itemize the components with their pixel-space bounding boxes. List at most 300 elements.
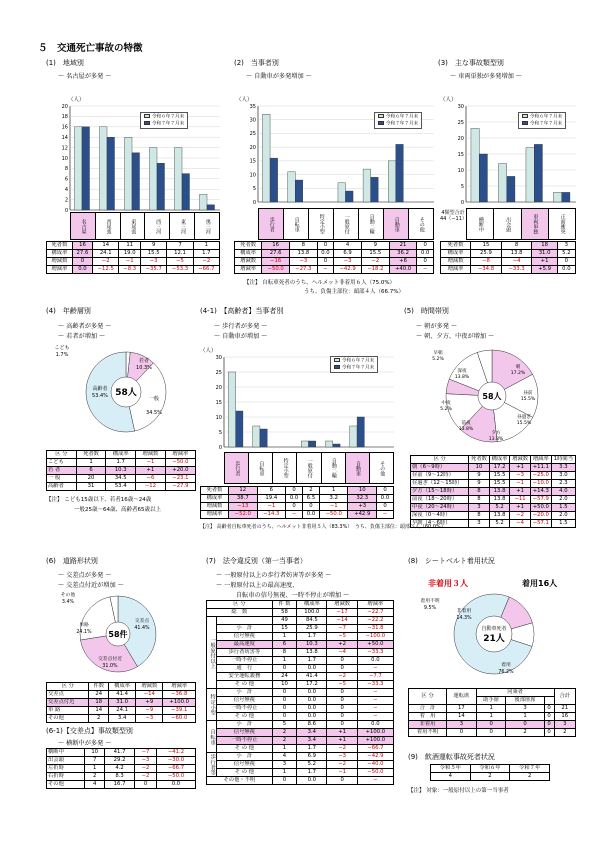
table-cell: +20.0 <box>165 467 195 475</box>
row-header: 昼過ぎ（12〜15時） <box>411 480 469 488</box>
s5-pct-5: 5.2% <box>440 407 452 412</box>
table-row <box>235 250 434 258</box>
row-header: 横断中 <box>47 749 85 757</box>
table-cell: 15 <box>471 242 502 250</box>
s5-label-2: 昼過ぎ <box>517 415 531 420</box>
table-cell: 0 <box>272 777 296 785</box>
row-header: 増減率 <box>441 266 471 274</box>
table-cell: 41.4 <box>297 673 327 681</box>
s5-label-4: 前夜 <box>461 421 471 426</box>
table-cell: 17.2 <box>489 464 510 472</box>
table-cell: 6.9 <box>297 753 327 761</box>
table-cell: 13.8 <box>489 512 510 520</box>
table-cell: 0 <box>417 258 434 266</box>
bar-cur-2 <box>526 148 534 202</box>
category-label-6: その他 <box>408 208 434 240</box>
table-row <box>207 697 394 705</box>
table-cell: +1 <box>136 467 166 475</box>
table-cell: 38.7 <box>229 495 258 503</box>
s1-label: (1) 地域別 <box>46 59 84 67</box>
table-cell: −22.7 <box>357 609 393 617</box>
bar-prev-0 <box>479 154 487 202</box>
column-header: 死者数 <box>76 451 106 459</box>
column-header: 区 分 <box>409 689 447 705</box>
y-tick-label: 25 <box>249 131 256 138</box>
s5-sub2: ～ 朝、夕方、中夜が増加 ～ <box>416 333 495 340</box>
table-cell: 4 <box>85 781 105 789</box>
s6-sub1: ～ 交差点が多発 ～ <box>58 572 112 579</box>
table-cell: +1 <box>510 464 531 472</box>
table-cell: 49 <box>272 617 296 625</box>
table-cell: −66.7 <box>357 745 393 753</box>
s9-label: (9) 飲酒運転事故死者状況 <box>408 753 495 761</box>
row-header: 一時不停止 <box>217 705 273 713</box>
legend-prev: 令和７年７月末 <box>342 365 375 371</box>
table-cell: 0.0 <box>156 781 195 789</box>
table-cell: −7 <box>135 749 157 757</box>
s2-unit: （人） <box>236 97 253 103</box>
bar-cur-0 <box>228 372 235 447</box>
table-cell: 6 <box>272 641 296 649</box>
table-header-row <box>409 689 576 697</box>
row-header: 増減数 <box>441 258 471 266</box>
table-cell: 21 <box>554 705 575 713</box>
s4-label-ippan: 一般 <box>148 396 160 402</box>
s6-pct-c: 24.1% <box>76 630 92 635</box>
table-row <box>47 475 196 483</box>
category-label-0: 名古屋 <box>70 212 95 240</box>
category-label-3: 一般原付 <box>333 208 358 240</box>
page-title: ５ 交通死亡事故の特徴 <box>38 43 143 54</box>
bar-prev-1 <box>295 180 303 202</box>
table-cell: 13.8 <box>489 496 510 504</box>
table-cell: 1.7 <box>297 633 327 641</box>
table-row <box>47 250 220 258</box>
table-cell: 0 <box>476 721 506 729</box>
table-cell: −57.1 <box>530 520 551 528</box>
bar-prev-0 <box>82 127 90 210</box>
table-cell: −1 <box>319 503 348 511</box>
table-cell: 0 <box>544 713 554 721</box>
category-label-0: 歩行者 <box>224 452 248 484</box>
row-header: 左折時 <box>47 765 85 773</box>
table-cell: 9 <box>469 472 490 480</box>
s1-categories <box>70 212 220 240</box>
s3-label: (3) 主な事故類型別 <box>438 59 504 67</box>
s5-pct-7: 5.2% <box>432 357 444 362</box>
s5-label-5: 中夜 <box>441 401 451 406</box>
table-cell: +2 <box>327 641 357 649</box>
table-cell: 0 <box>135 781 157 789</box>
table-cell: −23.1 <box>165 475 195 483</box>
row-header: 一時不停止 <box>217 657 273 665</box>
s5-sub1: ～ 朝が多発 ～ <box>416 323 458 330</box>
category-label-3: 一般原付 <box>296 452 320 484</box>
s4-note2: 一般25歳～64歳、高齢者65歳以上 <box>74 507 161 513</box>
table-cell: 0 <box>544 721 554 729</box>
row-header: 構成率 <box>235 250 262 258</box>
table-row <box>47 258 220 266</box>
table-cell: +1 <box>327 729 357 737</box>
s5-table <box>410 455 576 528</box>
column-header: 増減数 <box>327 601 357 609</box>
table-cell: 0 <box>476 729 506 737</box>
table-cell: 0 <box>327 705 357 713</box>
row-header: 信号無視 <box>217 697 273 705</box>
table-cell: 27.6 <box>262 250 290 258</box>
s5-pct-4: 13.8% <box>458 427 474 432</box>
s41-legend <box>330 356 378 373</box>
table-cell: −3 <box>327 753 357 761</box>
bar-cur-0 <box>263 114 271 202</box>
s5-label-0: 朝 <box>515 365 521 370</box>
legend-swatch-cur <box>144 114 150 118</box>
table-cell: −6 <box>136 475 166 483</box>
table-row <box>409 729 576 737</box>
table-cell: −1 <box>119 258 141 266</box>
table-cell: 0.0 <box>357 721 393 729</box>
row-header: 出会頭 <box>47 757 85 765</box>
table-cell: 8 <box>290 242 318 250</box>
table-cell: −3 <box>135 757 157 765</box>
s8-pie-chart <box>408 588 576 680</box>
legend-swatch-prev <box>522 121 528 125</box>
row-header <box>217 617 273 625</box>
legend-cur: 令和６年７月末 <box>342 358 375 364</box>
table-cell: −4 <box>327 649 357 657</box>
table-cell: −39.1 <box>163 707 196 715</box>
table-cell: 10 <box>469 464 490 472</box>
legend-swatch-prev <box>334 365 340 369</box>
table-cell: 3.4 <box>297 737 327 745</box>
table-cell: − <box>357 689 393 697</box>
category-label-2: 特定小型 <box>272 452 296 484</box>
s6-pie-chart <box>46 588 196 678</box>
s5-pct-1: 15.5% <box>520 397 536 402</box>
s5-pie-center-label: 58人 <box>482 392 502 401</box>
table-row <box>47 467 196 475</box>
row-header: 死者数 <box>47 242 73 250</box>
table-cell: −42.9 <box>357 753 393 761</box>
table-cell: 0 <box>447 729 477 737</box>
row-header: 早朝（4〜6時） <box>411 520 469 528</box>
column-header: 合計 <box>554 689 575 705</box>
table-cell: 10 <box>272 681 296 689</box>
y-tick-label: 5 <box>218 429 222 436</box>
table-cell: 13.8 <box>297 649 327 657</box>
table-cell: 1 <box>319 487 348 495</box>
row-header: 右折時 <box>47 773 85 781</box>
s1-bar-chart <box>46 100 220 225</box>
category-label-1: 自転車 <box>283 208 308 240</box>
s7-sub3: 自転車の信号無視、一時不停止が増加 ～ <box>236 592 350 599</box>
table-cell: 0.0 <box>297 697 327 705</box>
table-row <box>411 480 576 488</box>
table-row <box>47 781 196 789</box>
table-row <box>207 761 394 769</box>
table-cell: 0.0 <box>417 250 434 258</box>
table-cell: 3.4 <box>109 715 136 723</box>
column-header: 件 数 <box>272 601 296 609</box>
s2-label: (2) 当事者別 <box>234 59 279 67</box>
bar-cur-4 <box>175 148 183 210</box>
table-cell: 1 <box>76 459 106 467</box>
table-cell: −2 <box>327 673 357 681</box>
s3-legend <box>518 112 566 129</box>
table-cell: −53.3 <box>167 266 193 274</box>
table-cell: 5.2 <box>489 504 510 512</box>
s4-label-wakamono: 若者 <box>138 358 150 364</box>
table-header-row <box>47 451 196 459</box>
y-tick-label: 5 <box>460 183 464 190</box>
table-cell: −14.3 <box>257 511 286 519</box>
row-header: 小 計 <box>217 721 273 729</box>
table-cell: 0 <box>272 689 296 697</box>
table-cell: 0.0 <box>297 665 327 673</box>
table-cell: 0.0 <box>297 689 327 697</box>
table-cell: 1.5 <box>551 520 575 528</box>
table-row <box>201 495 394 503</box>
bar-cur-0 <box>471 128 479 202</box>
table-cell: −31.8 <box>357 625 393 633</box>
column-header: 増減数 <box>510 456 531 464</box>
s41-sub2: ～ 自動車が増加 ～ <box>214 333 268 340</box>
table-cell: 8 <box>501 242 532 250</box>
table-cell: 0 <box>327 657 357 665</box>
bar-prev-5 <box>357 417 364 447</box>
table-cell: −7.7 <box>357 673 393 681</box>
table-cell: 1 <box>476 705 506 713</box>
table-cell: 19.4 <box>257 495 286 503</box>
column-header: 区 分 <box>207 601 273 609</box>
row-header: 昼前（9〜12時） <box>411 472 469 480</box>
table-row <box>207 665 394 673</box>
y-tick-label: 30 <box>215 354 222 361</box>
table-row <box>207 681 394 689</box>
table-cell: 36.2 <box>389 250 417 258</box>
category-label-5: 奥三河 <box>194 212 220 240</box>
s3-corner <box>440 211 466 222</box>
s8-table <box>408 688 576 737</box>
s6-pct-d: 3.4% <box>61 600 75 605</box>
bar-cur-5 <box>200 194 208 210</box>
column-header: 増減率 <box>163 683 196 691</box>
row-header: そ の 他 <box>217 745 273 753</box>
column-header: 増減数 <box>136 451 166 459</box>
category-label-5: 自動車 <box>383 208 408 240</box>
table-row <box>47 707 196 715</box>
table-cell: 27.6 <box>72 250 92 258</box>
table-cell: −4 <box>510 520 531 528</box>
table-cell: −22.2 <box>357 617 393 625</box>
table-row <box>409 713 576 721</box>
table-cell: 0.0 <box>72 266 92 274</box>
table-row <box>207 689 394 697</box>
s61-sub: ～ 横断中が多発 ～ <box>58 740 112 747</box>
table-cell: −2 <box>510 512 531 520</box>
table-cell: −4 <box>501 258 532 266</box>
table-cell: 2 <box>470 773 510 781</box>
table-row <box>207 729 394 737</box>
table-cell: −2 <box>93 258 119 266</box>
table-row <box>411 472 576 480</box>
table-cell: −50.0 <box>319 511 348 519</box>
table-cell: −1 <box>257 503 286 511</box>
table-cell: 1 <box>272 633 296 641</box>
bar-prev-1 <box>507 176 515 202</box>
table-cell: −11 <box>510 496 531 504</box>
s5-label-1: 昼前 <box>523 391 533 396</box>
table-cell: 3 <box>447 721 477 729</box>
table-cell: 16 <box>554 713 575 721</box>
s5-label-6: 深夜 <box>457 369 467 374</box>
column-group-header: 同乗者 <box>476 689 554 697</box>
y-tick-label: 25 <box>457 119 464 126</box>
table-cell: −66.7 <box>156 765 195 773</box>
table-cell: 8 <box>272 649 296 657</box>
bar-cur-4 <box>326 441 333 447</box>
s1-sub: ～ 名古屋が多発 ～ <box>58 73 112 80</box>
table-cell: +11.1 <box>530 464 551 472</box>
s41-categories <box>224 452 394 484</box>
s1-legend <box>140 112 188 129</box>
bar-prev-5 <box>396 144 404 202</box>
row-header: 最高速度 <box>217 641 273 649</box>
s6-pie-center-label: 58件 <box>108 630 128 639</box>
table-cell: 13.8 <box>489 488 510 496</box>
row-header: 交差点付近 <box>47 699 89 707</box>
bar-prev-3 <box>309 441 316 447</box>
table-cell: −30.0 <box>156 757 195 765</box>
table-row <box>411 496 576 504</box>
table-cell: 15.5 <box>489 480 510 488</box>
s8-pct-wear: 76.2% <box>498 670 514 675</box>
row-header: そ の 他 <box>217 713 273 721</box>
table-cell: 29.2 <box>105 757 135 765</box>
table-cell: 12 <box>229 487 258 495</box>
s41-table <box>200 486 394 519</box>
column-header: 区 分 <box>411 456 469 464</box>
s8-pct-unk: 9.5% <box>423 606 437 611</box>
table-row <box>411 512 576 520</box>
table-cell: 34.5 <box>106 475 136 483</box>
column-header <box>544 697 554 705</box>
table-cell: 100.0 <box>297 609 327 617</box>
table-cell: − <box>357 705 393 713</box>
table-cell: 0 <box>317 258 333 266</box>
group-header: 自転車 <box>207 721 217 753</box>
table-row <box>411 520 576 528</box>
row-header: その他 <box>47 781 85 789</box>
bar-prev-2 <box>534 144 542 202</box>
table-cell: 8.6 <box>297 721 327 729</box>
category-label-2: 車両単独 <box>521 208 548 240</box>
row-header: 信号無視 <box>217 761 273 769</box>
column-header: 件数 <box>89 683 109 691</box>
table-row <box>207 633 394 641</box>
table-cell: +3 <box>348 503 377 511</box>
s8-label-wear: 着用 <box>501 663 511 668</box>
table-row <box>235 242 434 250</box>
legend-prev: 令和７年７月末 <box>152 121 185 127</box>
table-cell: 0 <box>544 705 554 713</box>
y-tick-label: 20 <box>457 135 464 142</box>
table-cell: 0 <box>272 697 296 705</box>
table-cell: 24 <box>89 691 109 699</box>
table-cell: 1.7 <box>297 769 327 777</box>
table-cell: 31.0 <box>109 699 136 707</box>
table-cell: − <box>317 266 333 274</box>
table-cell: 0 <box>327 697 357 705</box>
y-tick-label: 16 <box>61 124 68 131</box>
row-header: 構成率 <box>47 250 73 258</box>
table-cell: 11 <box>119 242 141 250</box>
bar-prev-1 <box>260 429 267 447</box>
s9-table <box>430 764 550 781</box>
row-header: 中夜（20〜24時） <box>411 504 469 512</box>
y-tick-label: 20 <box>249 144 256 151</box>
y-tick-label: 10 <box>249 172 256 179</box>
bar-prev-4 <box>371 177 379 202</box>
table-cell: 3 <box>506 705 544 713</box>
column-header: 構成率 <box>489 456 510 464</box>
s6-label-a: 交差点 <box>134 619 150 624</box>
s8-label-non: 非着用 <box>456 609 472 614</box>
bar-prev-4 <box>333 444 340 447</box>
bar-cur-1 <box>498 164 506 202</box>
table-cell: 0 <box>317 242 333 250</box>
y-tick-label: 5 <box>252 186 256 193</box>
table-cell: +1 <box>510 488 531 496</box>
y-tick-label: 10 <box>457 167 464 174</box>
table-cell: −16 <box>262 258 290 266</box>
table-cell: −13 <box>229 503 258 511</box>
table-cell: 0 <box>327 777 357 785</box>
table-cell: 16 <box>72 242 92 250</box>
table-row <box>411 464 576 472</box>
table-cell: −14 <box>327 617 357 625</box>
s7-table <box>206 600 394 785</box>
y-tick-label: 4 <box>64 187 68 193</box>
s41-label: (4-1) 【高齢者】当事者別 <box>200 307 284 315</box>
category-label-0: 歩行者 <box>258 208 283 240</box>
s6-pct-a: 41.4% <box>134 626 150 631</box>
table-row <box>441 258 576 266</box>
s8-center-label-2: 21人 <box>483 634 505 644</box>
table-cell: 24.1 <box>93 250 119 258</box>
group-header: 一般原付以上 <box>207 617 217 689</box>
row-header: 着 用 <box>409 713 447 721</box>
row-header: 深夜（0〜4時） <box>411 512 469 520</box>
s4-pct-kodomo: 1.7% <box>55 352 69 358</box>
table-cell: −2 <box>327 745 357 753</box>
table-cell: 6.5 <box>303 495 320 503</box>
table-cell: −36.8 <box>163 691 196 699</box>
table-row <box>201 487 394 495</box>
table-cell: −2 <box>193 258 219 266</box>
y-tick-label: 0 <box>218 444 222 451</box>
bar-cur-1 <box>100 127 108 210</box>
table-cell: 0 <box>303 503 320 511</box>
table-cell: +9 <box>136 699 163 707</box>
table-cell: 7 <box>85 757 105 765</box>
category-label-5: 自動車 <box>345 452 369 484</box>
table-cell: +100.0 <box>357 737 393 745</box>
s41-note: 【注】 高齢者自転車死者のうち、ヘルメット非着用５人（83.3%） うち、負傷主部位：頭部３人（60.0%） <box>200 524 446 530</box>
table-cell: 4 <box>272 753 296 761</box>
table-cell: 0 <box>272 713 296 721</box>
table-row <box>431 773 550 781</box>
